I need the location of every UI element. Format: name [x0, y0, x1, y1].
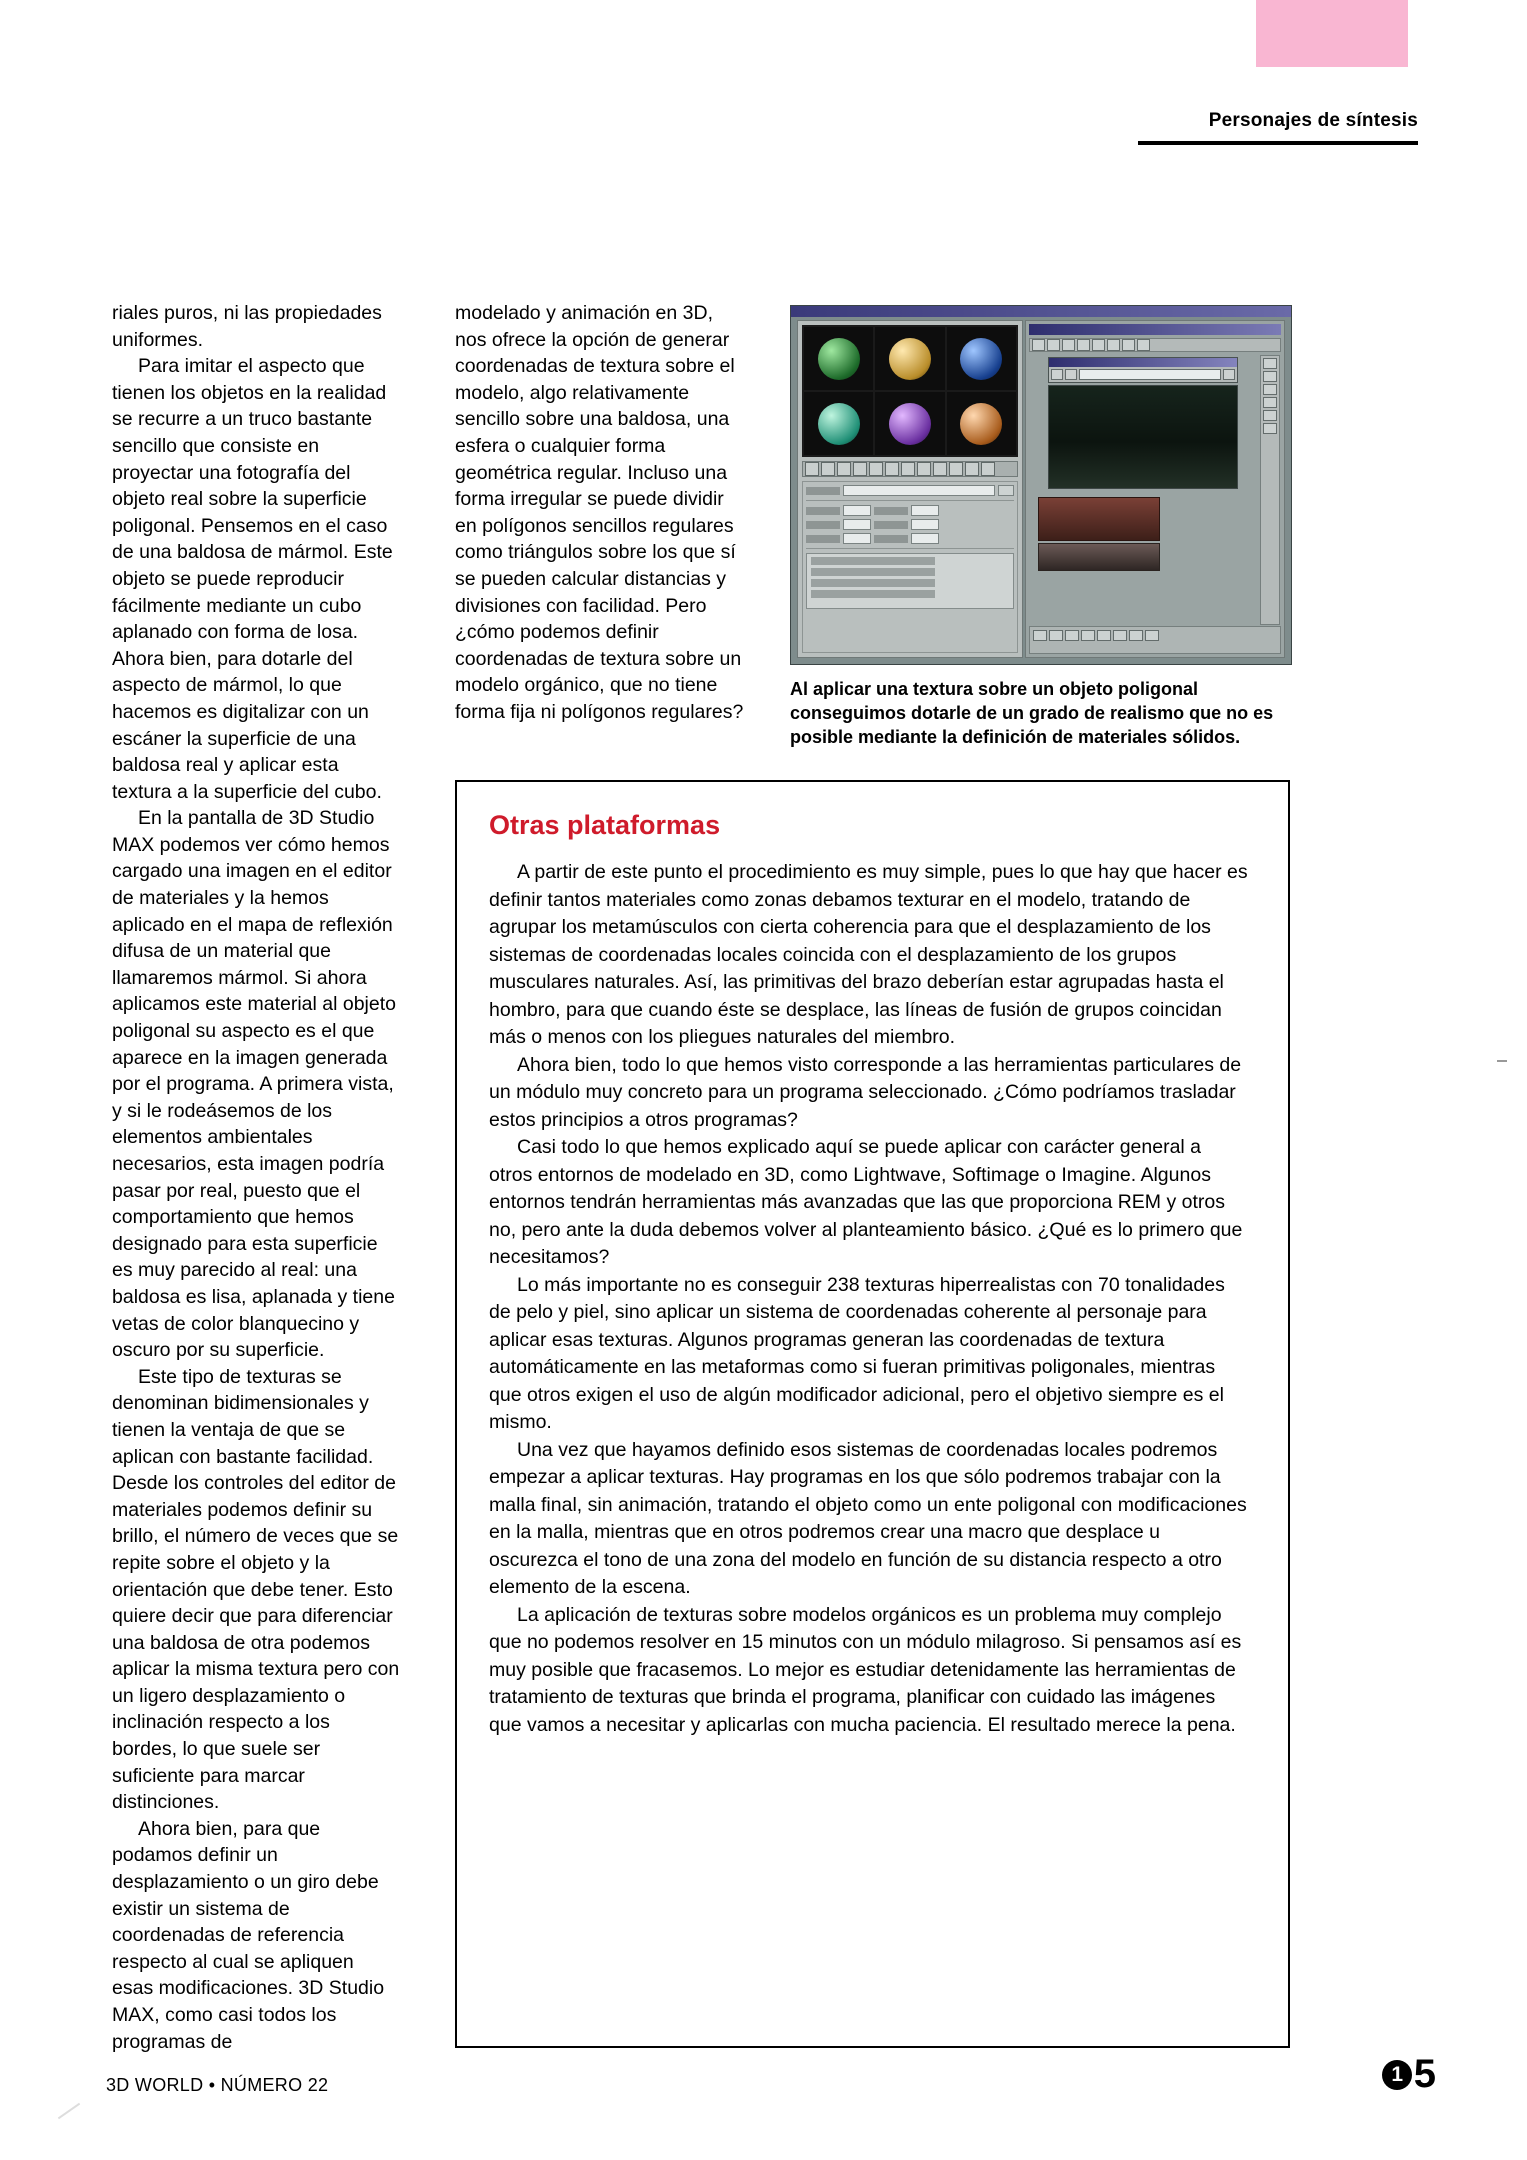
- header-color-block: [1256, 0, 1408, 67]
- parameter-label: [806, 535, 840, 543]
- status-button[interactable]: [1113, 630, 1127, 641]
- toolbar-icon[interactable]: [1137, 339, 1150, 351]
- toolbar-icon[interactable]: [901, 462, 915, 476]
- paragraph: riales puros, ni las propiedades uniformes.: [112, 302, 382, 351]
- paragraph: Este tipo de texturas se denominan bidimensionales y tienen la ventaja de que se aplican con bastante facilidad. Desde los controles del editor de materiales podemos definir su brillo, el número de veces que se repite sobre el objeto y la orientación que debe tener. Esto quiere decir que para diferenciar una baldosa de otra podemos aplicar la misma textura pero con un ligero desplazamiento o inclinación respecto a los bordes, lo que suele ser suficiente para marcar distinciones.: [112, 1365, 400, 1814]
- parameter-label: [874, 507, 908, 515]
- status-button[interactable]: [1145, 630, 1159, 641]
- dialog-field[interactable]: [1079, 369, 1221, 380]
- toolbar-icon[interactable]: [1047, 339, 1060, 351]
- divider: [806, 548, 1014, 549]
- sphere-preview-icon: [889, 338, 931, 380]
- crop-mark: [1497, 1060, 1507, 1062]
- toolbar-icon[interactable]: [1263, 410, 1277, 421]
- parameter-row: [806, 533, 1014, 544]
- list-item[interactable]: [811, 579, 935, 587]
- toolbar-icon[interactable]: [885, 462, 899, 476]
- status-button[interactable]: [1033, 630, 1047, 641]
- render-window-panel: [1025, 320, 1285, 658]
- paragraph: Ahora bien, todo lo que hemos visto corresponde a las herramientas particulares de un módulo muy concreto para un programa seleccionado. ¿Cómo podríamos trasladar estos principios a otros programas?: [489, 1053, 1242, 1131]
- toolbar-icon[interactable]: [965, 462, 979, 476]
- toolbar-icon[interactable]: [853, 462, 867, 476]
- parameter-label: [874, 535, 908, 543]
- parameter-spinner[interactable]: [843, 505, 871, 516]
- toolbar-icon[interactable]: [1263, 384, 1277, 395]
- list-item[interactable]: [811, 568, 935, 576]
- page-number-rest: 5: [1413, 2052, 1435, 2096]
- parameter-spinner[interactable]: [843, 519, 871, 530]
- parameter-label: [874, 521, 908, 529]
- sphere-preview-icon: [960, 338, 1002, 380]
- list-item[interactable]: [811, 557, 935, 565]
- texture-swatch-secondary: [1038, 543, 1160, 571]
- toolbar-icon[interactable]: [1122, 339, 1135, 351]
- sidebar-box: [455, 780, 1290, 2048]
- software-screenshot-figure: [790, 305, 1292, 665]
- parameter-label: [806, 487, 840, 495]
- sphere-preview-icon: [818, 338, 860, 380]
- body-column-2: [455, 300, 745, 726]
- parameter-spinner[interactable]: [911, 505, 939, 516]
- parameter-label: [806, 507, 840, 515]
- body-column-1: [112, 300, 400, 2055]
- page-header-title: Personajes de síntesis: [1208, 110, 1418, 131]
- toolbar-icon[interactable]: [1032, 339, 1045, 351]
- paragraph: modelado y animación en 3D, nos ofrece la opción de generar coordenadas de textura sobre el modelo, algo relativamente sencillo sobre una baldosa, una esfera o cualquier forma geométrica regular. Incluso una forma irregular se puede dividir en polígonos sencillos regulares como triángulos sobre los que sí se pueden calcular distancias y divisiones con facilidad. Pero ¿cómo podemos definir coordenadas de textura sobre un modelo orgánico, que no tiene forma fija ni polígonos regulares?: [455, 302, 744, 723]
- dialog-button[interactable]: [1051, 369, 1063, 380]
- dialog-button[interactable]: [1065, 369, 1077, 380]
- toolbar-icon[interactable]: [1077, 339, 1090, 351]
- material-slot[interactable]: [875, 392, 944, 455]
- toolbar-icon[interactable]: [1263, 397, 1277, 408]
- page-fold-mark: [58, 2103, 80, 2120]
- paragraph: Para imitar el aspecto que tienen los objetos en la realidad se recurre a un truco bastante sencillo que consiste en proyectar una fotografía del objeto real sobre la superficie poligonal. Pensemos en el caso de una baldosa de mármol. Este objeto se puede reproducir fácilmente mediante un cubo aplanado con forma de losa. Ahora bien, para dotarle del aspecto de mármol, lo que hacemos es digitalizar con un escáner la superficie de una baldosa real y aplicar esta textura a la superficie del cubo.: [112, 355, 393, 803]
- parameter-spinner[interactable]: [911, 533, 939, 544]
- list-item[interactable]: [811, 590, 935, 598]
- parameter-row: [806, 505, 1014, 516]
- material-parameters-rollout: [802, 481, 1018, 653]
- map-list[interactable]: [806, 553, 1014, 609]
- sphere-preview-icon: [818, 403, 860, 445]
- toolbar-icon[interactable]: [869, 462, 883, 476]
- material-editor-toolbar[interactable]: [802, 461, 1018, 477]
- material-preview-grid: [802, 325, 1018, 457]
- render-viewport[interactable]: [1048, 385, 1238, 489]
- parameter-row: [806, 485, 1014, 496]
- window-title-bar: [791, 306, 1291, 317]
- dialog-controls: [1049, 367, 1237, 382]
- toolbar-icon[interactable]: [1092, 339, 1105, 351]
- toolbar-icon[interactable]: [1107, 339, 1120, 351]
- dialog-button[interactable]: [1223, 369, 1235, 380]
- divider: [806, 500, 1014, 501]
- status-button[interactable]: [1097, 630, 1111, 641]
- render-side-toolbar[interactable]: [1260, 355, 1280, 625]
- toolbar-icon[interactable]: [981, 462, 995, 476]
- texture-map-dialog[interactable]: [1048, 357, 1238, 383]
- sphere-preview-icon: [889, 403, 931, 445]
- material-slot[interactable]: [804, 327, 873, 390]
- paragraph: Una vez que hayamos definido esos sistemas de coordenadas locales podremos empezar a aplicar texturas. Hay programas en los que sólo podremos trabajar con la malla final, sin animación, tratando el objeto como un ente poligonal con modificaciones en la malla, mientras que en otros podremos crear una macro que desplace u oscurezca el tono de una zona del modelo en función de su distancia respecto a otro elemento de la escena.: [489, 1438, 1247, 1598]
- material-slot[interactable]: [875, 327, 944, 390]
- parameter-spinner[interactable]: [911, 519, 939, 530]
- status-button[interactable]: [1081, 630, 1095, 641]
- toolbar-icon[interactable]: [821, 462, 835, 476]
- material-slot[interactable]: [804, 392, 873, 455]
- status-button[interactable]: [1065, 630, 1079, 641]
- page-number-badge: 1: [1382, 2060, 1412, 2090]
- toolbar-icon[interactable]: [1263, 423, 1277, 434]
- toolbar-icon[interactable]: [949, 462, 963, 476]
- paragraph: En la pantalla de 3D Studio MAX podemos ver cómo hemos cargado una imagen en el editor de materiales y la hemos aplicado en el mapa de reflexión difusa de un material que llamaremos mármol. Si ahora aplicamos este material al objeto poligonal su aspecto es el que aparece en la imagen generada por el programa. A primera vista, y si le rodeásemos de los elementos ambientales necesarios, esta imagen podría pasar por real, puesto que el comportamiento que hemos designado para esta superficie es muy parecido al real: una baldosa es lisa, aplanada y tiene vetas de color blanquecino y oscuro por su superficie.: [112, 807, 396, 1362]
- paragraph: Casi todo lo que hemos explicado aquí se puede aplicar con carácter general a otros entornos de modelado en 3D, como Lightwave, Softimage o Imagine. Algunos entornos tendrán herramientas más avanzadas que las que proporciona REM y otros no, pero ante la duda debemos volver al planteamiento básico. ¿Qué es lo primero que necesitamos?: [489, 1136, 1243, 1268]
- parameter-spinner[interactable]: [843, 533, 871, 544]
- sphere-preview-icon: [960, 403, 1002, 445]
- toolbar-icon[interactable]: [917, 462, 931, 476]
- material-slot[interactable]: [947, 392, 1016, 455]
- figure-caption: Al aplicar una textura sobre un objeto poligonal conseguimos dotarle de un grado de realismo que no es posible mediante la definición de materiales sólidos.: [790, 679, 1274, 747]
- parameter-label: [806, 521, 840, 529]
- status-bar-controls: [1030, 627, 1280, 644]
- paragraph: Ahora bien, para que podamos definir un desplazamiento o un giro debe existir un sistema de coordenadas de referencia respecto al cual se apliquen esas modificaciones. 3D Studio MAX, como casi todos los programas de: [112, 1817, 385, 2053]
- sidebar-title: Otras plataformas: [489, 810, 721, 840]
- toolbar-icon[interactable]: [805, 462, 819, 476]
- status-button[interactable]: [1129, 630, 1143, 641]
- toolbar-icon[interactable]: [1263, 358, 1277, 369]
- parameter-dropdown[interactable]: [843, 485, 995, 496]
- toolbar-icon[interactable]: [837, 462, 851, 476]
- status-button[interactable]: [1049, 630, 1063, 641]
- toolbar-icon[interactable]: [1062, 339, 1075, 351]
- parameter-button[interactable]: [998, 485, 1014, 496]
- rendered-image: [1049, 386, 1237, 488]
- toolbar-icon[interactable]: [1263, 371, 1277, 382]
- material-slot[interactable]: [947, 327, 1016, 390]
- header-rule: [1138, 141, 1418, 145]
- texture-swatch-marble: [1038, 497, 1160, 541]
- render-window-title-bar: [1029, 324, 1281, 335]
- sidebar-body: [457, 841, 1288, 1739]
- paragraph: A partir de este punto el procedimiento es muy simple, pues lo que hay que hacer es definir tantos materiales como zonas debamos texturar en el modelo, tratando de agrupar los metamúsculos con cierta coherencia para que el desplazamiento de los sistemas de coordenadas locales coincida con el desplazamiento de los grupos musculares naturales. Así, las primitivas del brazo deberían estar agrupadas hasta el hombro, para que cuando éste se desplace, las líneas de fusión de grupos coincidan más o menos con los pliegues naturales del miembro.: [489, 861, 1248, 1048]
- dialog-title-bar: [1049, 358, 1237, 367]
- toolbar-icon[interactable]: [933, 462, 947, 476]
- paragraph: La aplicación de texturas sobre modelos orgánicos es un problema muy complejo que no podemos resolver en 15 minutos con un módulo milagroso. Si pensamos así es muy posible que fracasemos. Lo mejor es estudiar detenidamente las herramientas de tratamiento de texturas que brinda el programa, planificar con cuidado las imágenes que vamos a necesitar y aplicarlas con mucha paciencia. El resultado merece la pena.: [489, 1603, 1242, 1736]
- paragraph: Lo más importante no es conseguir 238 texturas hiperrealistas con 70 tonalidades de pelo y piel, sino aplicar un sistema de coordenadas coherente al personaje para aplicar esas texturas. Algunos programas generan las coordenadas de textura automáticamente en las metaformas como si fueran primitivas poligonales, mientras que otros exigen el uso de algún modificador adicional, pero el objetivo siempre es el mismo.: [489, 1273, 1225, 1433]
- render-toolbar[interactable]: [1029, 338, 1281, 352]
- material-editor-panel: [797, 320, 1023, 658]
- footer-publication-line: 3D WORLD • NÚMERO 22: [106, 2075, 329, 2095]
- status-bar: [1029, 626, 1281, 654]
- page-number: [1382, 2052, 1435, 2097]
- parameter-row: [806, 519, 1014, 530]
